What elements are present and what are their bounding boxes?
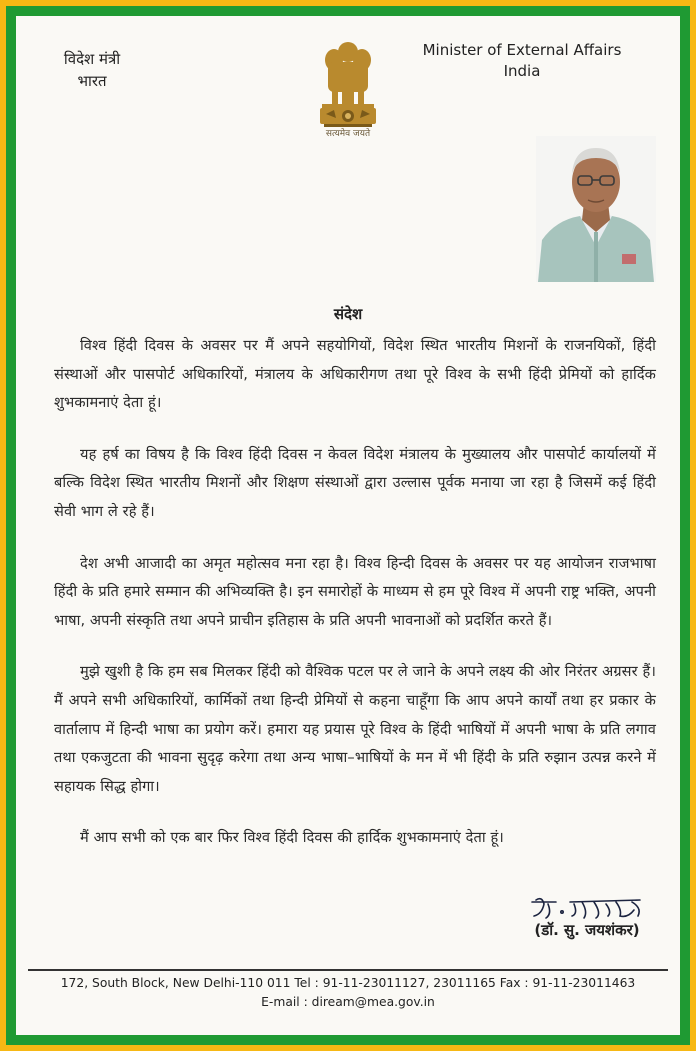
- footer-address: 172, South Block, New Delhi-110 011 Tel : 91-11-23011127, 23011165 Fax : 91-11-23011463: [60, 976, 636, 990]
- signer-name: (डॉ. सु. जयशंकर): [534, 921, 640, 939]
- emblem-motto: सत्यमेव जयते: [325, 129, 371, 139]
- message-paragraph-1: विश्व हिंदी दिवस के अवसर पर मैं अपने सहयोगियों, विदेश स्थित भारतीय मिशनों के राजनयिकों, हिंदी संस्थाओं और पासपोर्ट अधिकारियों, मंत्रालय के अधिकारीगण तथा पूरे विश्व के सभी हिंदी प्रेमियों को हार्दिक शुभकामनाएं देता हूं।: [54, 337, 656, 412]
- letterhead-hindi-line2: भारत: [77, 72, 107, 90]
- letterhead-english-line1: Minister of External Affairs: [422, 41, 622, 59]
- letterhead-english: [392, 40, 652, 82]
- message-paragraph-4: मुझे खुशी है कि हम सब मिलकर हिंदी को वैश्विक पटल पर ले जाने के अपने लक्ष्य की ओर निरंतर अग्रसर हैं। मैं अपने सभी अधिकारियों, कार्मिकों तथा हिन्दी प्रेमियों से कहना चाहूँगा कि आप अपने कार्यों तथा हर प्रकार के वार्तालाप में हिन्दी भाषा का प्रयोग करें। हमारा यह प्रयास पूरे विश्व के हिंदी भाषियों में अपनी भाषा के प्रति लगाव तथा एकजुटता की भावना सुदृढ़ करेगा तथा अन्य भाषा–भाषियों के मन में भी हिंदी के प्रति रुझान उत्पन्न करने में सहायक सिद्ध होगा।: [54, 663, 656, 795]
- letter-page: [16, 16, 680, 1035]
- message-paragraph-3: देश अभी आजादी का अमृत महोत्सव मना रहा है। विश्व हिन्दी दिवस के अवसर पर यह आयोजन राजभाषा हिंदी के प्रति हमारे सम्मान की अभिव्यक्ति है। इन समारोहों के माध्यम से हम पूरे विश्व में अपनी राष्ट्र भक्ति, अपनी भाषा, अपनी संस्कृति तथा अपने प्राचीन इतिहास के प्रति अपनी भावनाओं को प्रदर्शित करते हैं।: [54, 554, 656, 629]
- minister-portrait: [536, 136, 656, 282]
- letterhead-hindi-line1: विदेश मंत्री: [63, 50, 121, 68]
- letterhead-english-line2: India: [503, 62, 541, 80]
- message-paragraph-2: यह हर्ष का विषय है कि विश्व हिंदी दिवस न केवल विदेश मंत्रालय के मुख्यालय और पासपोर्ट कार्यालयों में बल्कि विदेश स्थित भारतीय मिशनों और शिक्षण संस्थाओं द्वारा उल्लास पूर्वक मनाया जा रहा है जिसमें कई हिंदी सेवी भाग ले रहे हैं।: [54, 445, 656, 520]
- message-paragraph-5: मैं आप सभी को एक बार फिर विश्व हिंदी दिवस की हार्दिक शुभकामनाएं देता हूं।: [80, 829, 504, 847]
- footer-divider: [28, 969, 668, 971]
- letterhead-hindi: [42, 48, 142, 92]
- footer-email: E-mail : diream@mea.gov.in: [261, 995, 435, 1009]
- message-title: संदेश: [333, 305, 363, 323]
- message-body: [54, 332, 656, 876]
